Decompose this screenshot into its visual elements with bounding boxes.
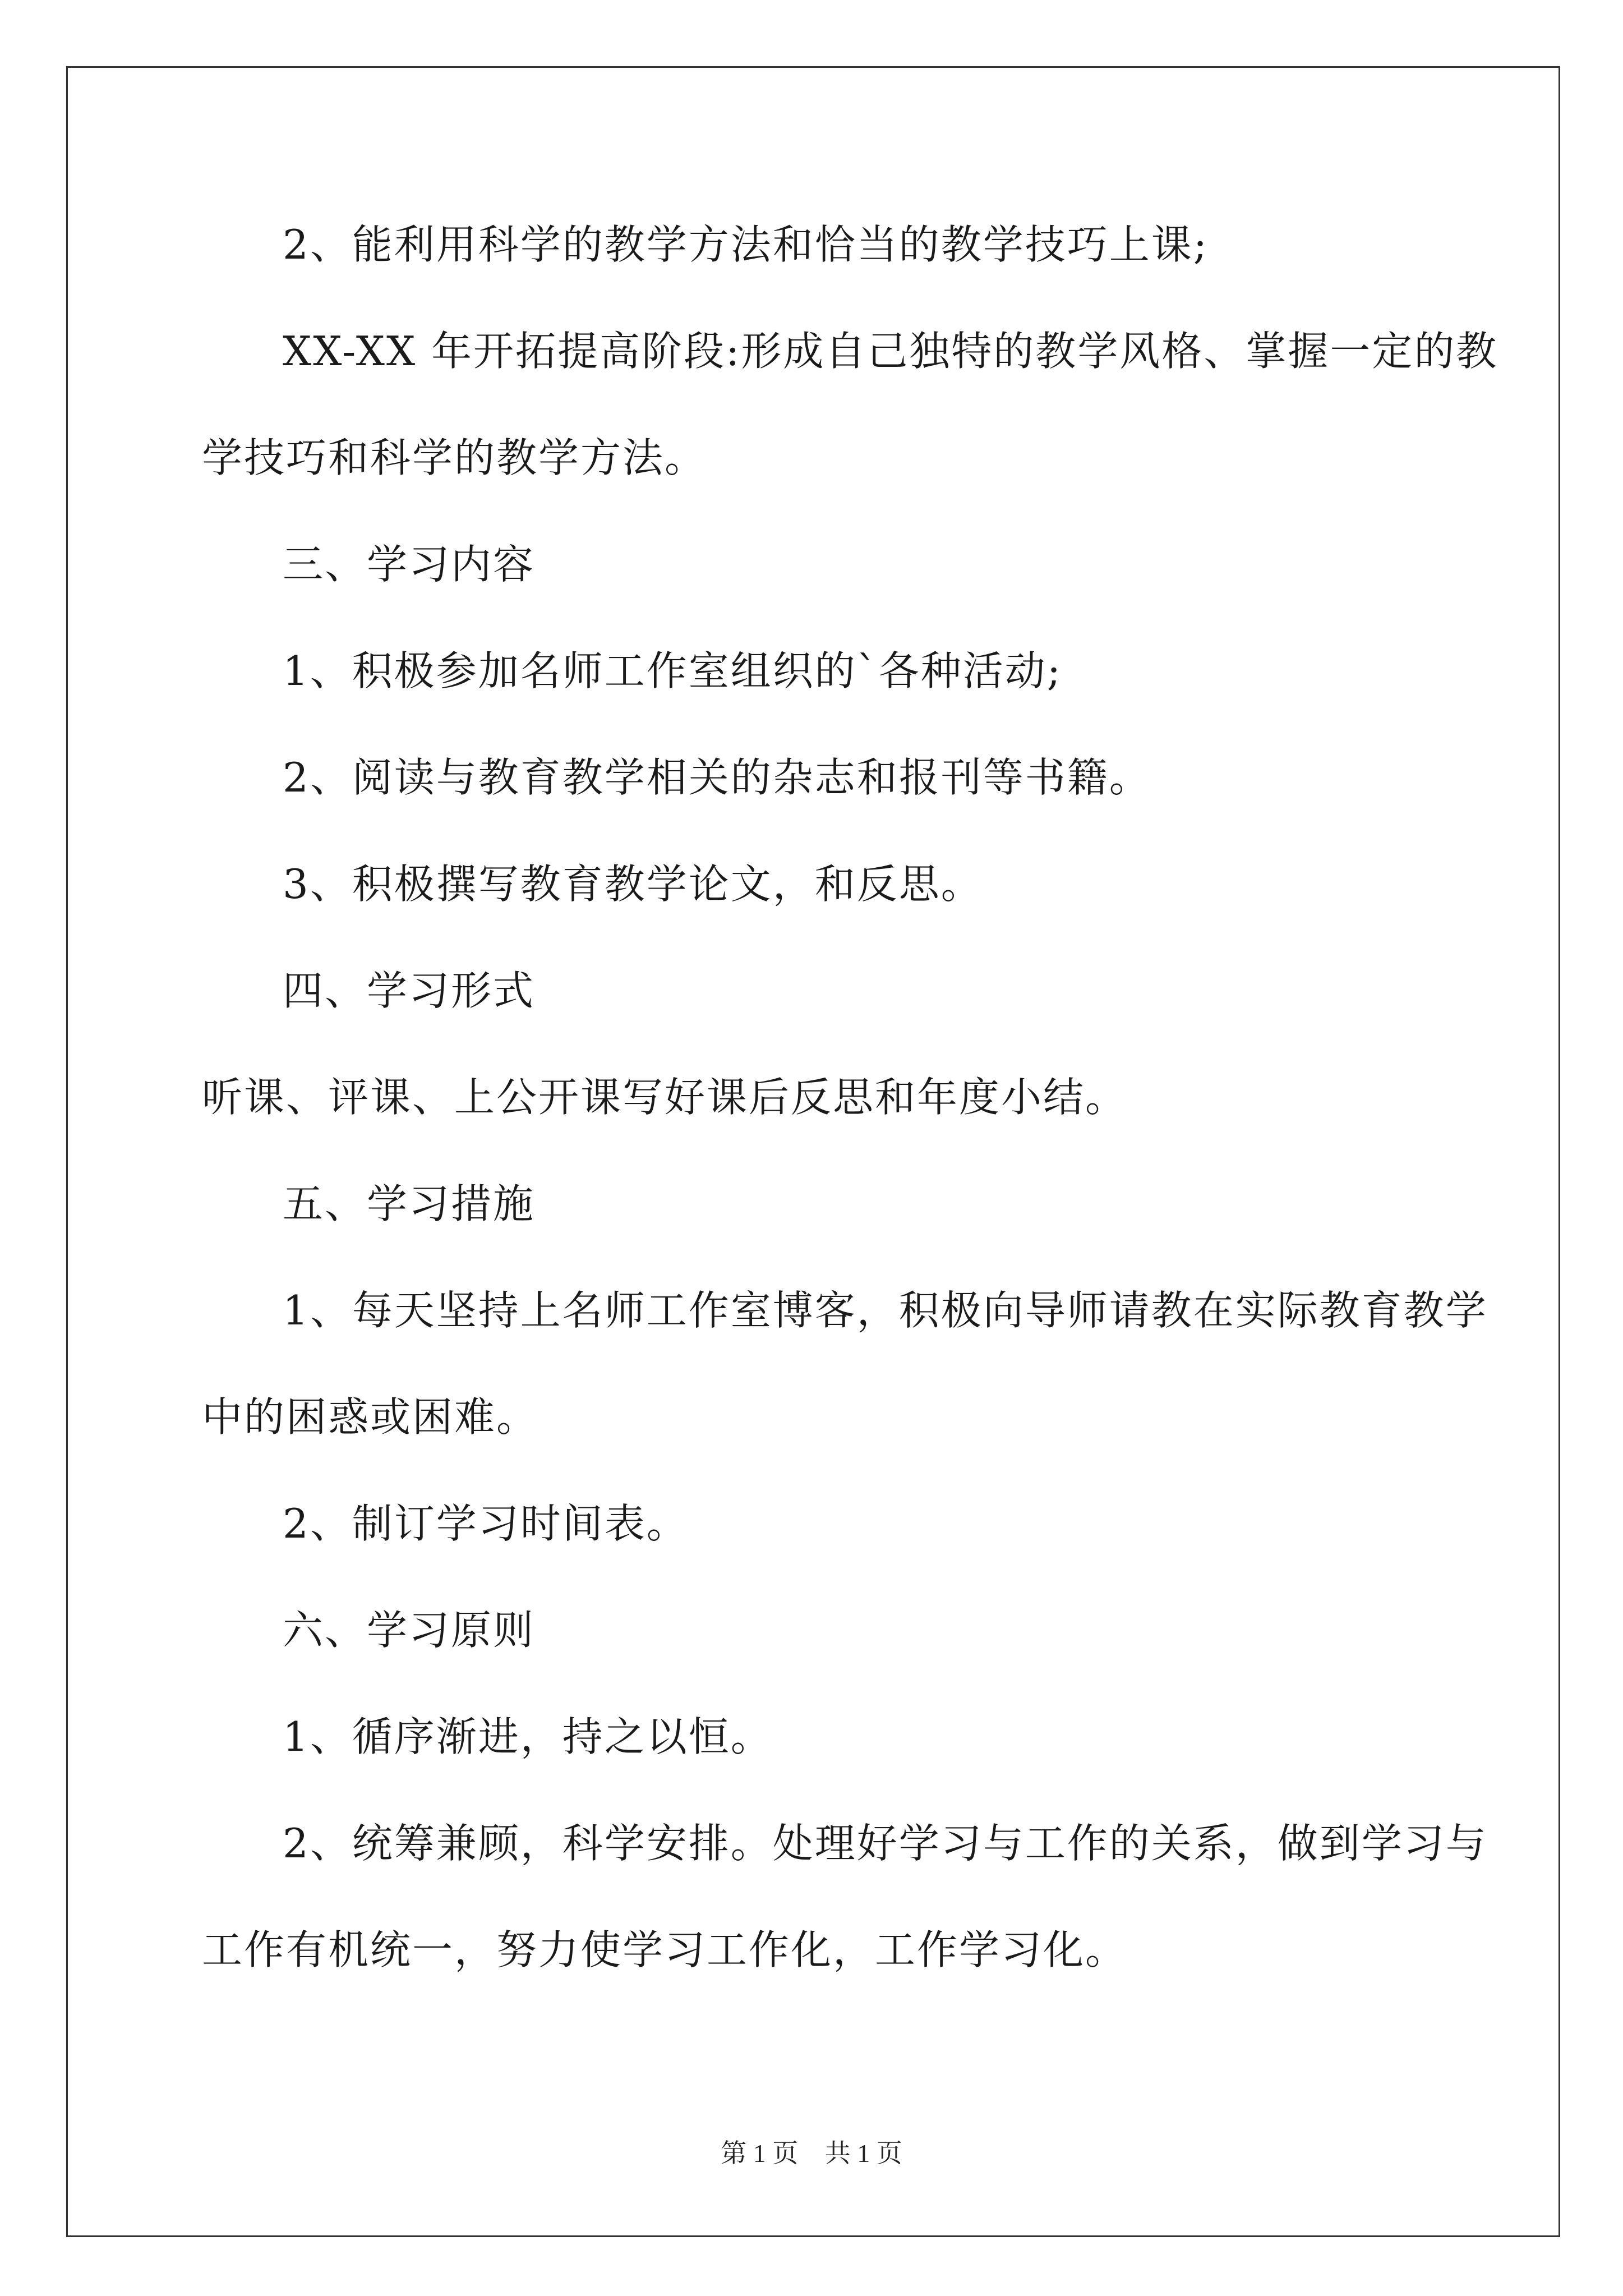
paragraph: 2、制订学习时间表。 — [283, 1500, 689, 1547]
page-total: 共 1 页 — [824, 2139, 902, 2168]
paragraph: 2、阅读与教育教学相关的杂志和报刊等书籍。 — [283, 754, 1151, 801]
section-heading: 五、学习措施 — [283, 1180, 536, 1227]
paragraph: 中的困惑或困难。 — [202, 1393, 539, 1441]
page-number: 第 1 页 — [721, 2139, 799, 2168]
section-heading: 四、学习形式 — [283, 967, 536, 1014]
paragraph: 工作有机统一，努力使学习工作化，工作学习化。 — [202, 1926, 1128, 1973]
section-heading: 六、学习原则 — [283, 1607, 536, 1654]
paragraph: 1、循序渐进，持之以恒。 — [283, 1713, 773, 1760]
paragraph: 3、积极撰写教育教学论文，和反思。 — [283, 861, 983, 908]
paragraph: 1、每天坚持上名师工作室博客，积极向导师请教在实际教育教学 — [283, 1287, 1488, 1334]
section-heading: 三、学习内容 — [283, 541, 536, 588]
paragraph: 听课、评课、上公开课写好课后反思和年度小结。 — [202, 1074, 1128, 1121]
paragraph: 1、积极参加名师工作室组织的`各种活动; — [283, 647, 1063, 694]
paragraph: XX-XX 年开拓提高阶段:形成自己独特的教学风格、掌握一定的教 — [283, 328, 1498, 375]
paragraph: 2、统筹兼顾，科学安排。处理好学习与工作的关系，做到学习与 — [283, 1820, 1488, 1867]
paragraph: 学技巧和科学的教学方法。 — [202, 434, 707, 481]
page-border — [66, 66, 1560, 2237]
page-footer — [0, 2133, 1623, 2170]
paragraph: 2、能利用科学的教学方法和恰当的教学技巧上课; — [283, 221, 1209, 268]
